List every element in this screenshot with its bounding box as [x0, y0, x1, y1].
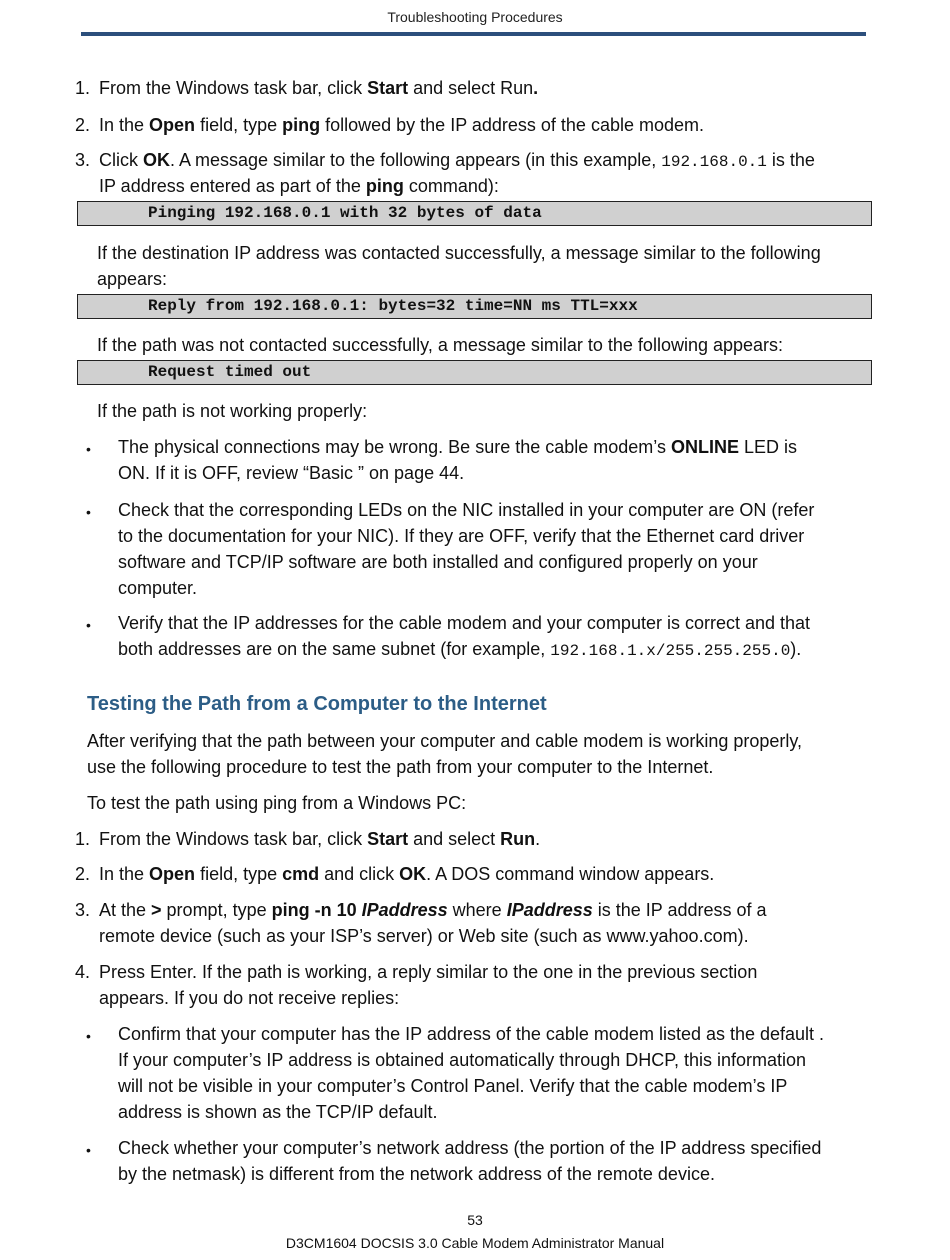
step-text: Press Enter. If the path is working, a reply similar to the one in the previous section [99, 962, 758, 982]
code-block: Reply from 192.168.0.1: bytes=32 time=NN ms TTL=xxx [77, 294, 872, 319]
step-text: At the > prompt, type ping -n 10 IPaddress where IPaddress is the IP address of a [99, 900, 767, 920]
bullet-text: Check that the corresponding LEDs on the NIC installed in your computer are ON (refer [118, 500, 815, 520]
step-number: 2. [74, 115, 90, 135]
step-text: From the Windows task bar, click Start and select Run. [99, 829, 541, 849]
header-rule [81, 32, 866, 36]
section-heading: Testing the Path from a Computer to the Internet [87, 693, 547, 715]
bullet-glyph: • [86, 1028, 91, 1044]
bullet-text: address is shown as the TCP/IP default. [118, 1102, 438, 1122]
bullet-text: ON. If it is OFF, review “Basic ” on page 44. [118, 463, 465, 483]
page-number: 53 [467, 1212, 483, 1228]
bullet-text: software and TCP/IP software are both installed and configured properly on your [118, 552, 758, 572]
paragraph-line: To test the path using ping from a Windows PC: [87, 793, 467, 813]
bullet-text: Check whether your computer’s network address (the portion of the IP address specified [118, 1138, 822, 1158]
bullet-text: to the documentation for your NIC). If they are OFF, verify that the Ethernet card driver [118, 526, 805, 546]
paragraph-line: use the following procedure to test the path from your computer to the Internet. [87, 757, 714, 777]
step-text-continued: remote device (such as your ISP’s server) or Web site (such as www.yahoo.com). [99, 926, 749, 946]
step-text: From the Windows task bar, click Start and select Run. [99, 78, 539, 98]
bullet-text: by the netmask) is different from the network address of the remote device. [118, 1164, 715, 1184]
document-title-footer: D3CM1604 DOCSIS 3.0 Cable Modem Administrator Manual [285, 1235, 665, 1251]
step-text-continued: appears. If you do not receive replies: [99, 988, 400, 1008]
step-text: Click OK. A message similar to the following appears (in this example, 192.168.0.1 is the [99, 150, 815, 171]
bullet-text: computer. [118, 578, 198, 598]
step-number: 3. [74, 150, 90, 170]
page-header-title: Troubleshooting Procedures [387, 9, 563, 25]
code-block: Pinging 192.168.0.1 with 32 bytes of data [77, 201, 872, 226]
bullet-text: The physical connections may be wrong. Be sure the cable modem’s ONLINE LED is [118, 437, 798, 457]
paragraph-line: appears: [97, 269, 168, 289]
bullet-text: Confirm that your computer has the IP address of the cable modem listed as the default . [118, 1024, 825, 1044]
step-number: 2. [74, 864, 90, 884]
paragraph-line: If the path was not contacted successfully, a message similar to the following appears: [97, 335, 784, 355]
step-text: In the Open field, type ping followed by the IP address of the cable modem. [99, 115, 704, 135]
step-number: 4. [74, 962, 90, 982]
bullet-text: If your computer’s IP address is obtained automatically through DHCP, this information [118, 1050, 807, 1070]
step-text: In the Open field, type cmd and click OK. A DOS command window appears. [99, 864, 715, 884]
paragraph-line: After verifying that the path between your computer and cable modem is working properly, [87, 731, 803, 751]
bullet-glyph: • [86, 1142, 91, 1158]
bullet-glyph: • [86, 504, 91, 520]
paragraph-line: If the path is not working properly: [97, 401, 368, 421]
bullet-text: Verify that the IP addresses for the cable modem and your computer is correct and that [118, 613, 811, 633]
step-text-continued: IP address entered as part of the ping command): [99, 176, 499, 196]
bullet-text: will not be visible in your computer’s Control Panel. Verify that the cable modem’s IP [118, 1076, 788, 1096]
step-number: 3. [74, 900, 90, 920]
step-number: 1. [74, 78, 90, 98]
bullet-glyph: • [86, 441, 91, 457]
code-block: Request timed out [77, 360, 872, 385]
bullet-glyph: • [86, 617, 91, 633]
step-number: 1. [74, 829, 90, 849]
bullet-text: both addresses are on the same subnet (for example, 192.168.1.x/255.255.255.0). [118, 639, 802, 660]
paragraph-line: If the destination IP address was contacted successfully, a message similar to the following [97, 243, 821, 263]
